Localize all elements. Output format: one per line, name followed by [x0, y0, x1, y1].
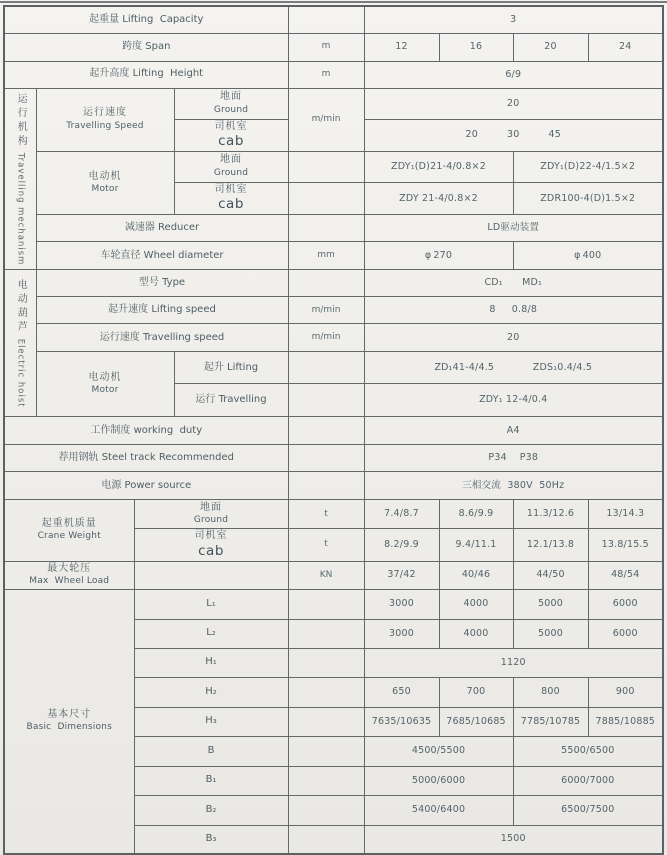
- section-travelling-mechanism: [4, 88, 36, 270]
- crane-weight-ground-value-3: 11.3/12.6: [513, 500, 588, 529]
- crane-weight-ground-sub: [134, 500, 288, 529]
- dim-l2-value-4: 6000: [588, 619, 663, 648]
- crane-weight-label: [4, 500, 134, 561]
- crane-weight-ground-sub-text: 地面: [200, 501, 222, 513]
- reducer-value: LD驱动装置: [364, 215, 663, 242]
- dim-b-unit: [288, 736, 364, 766]
- wheel-diameter-value-1: φ 270: [364, 242, 513, 270]
- dim-b1-value-2: 6000/7000: [513, 766, 663, 795]
- travel-motor-cab-unit: [288, 182, 364, 214]
- section-travelling-mechanism-text: Travelling mechanism: [15, 148, 26, 266]
- travel-motor-label-text: Motor: [91, 184, 119, 195]
- hoist-lifting-speed-value: 8 0.8/8: [364, 297, 663, 324]
- max-wheel-load-label-text: Max Wheel Load: [29, 576, 110, 587]
- power-source-value: 三相交流 380V 50Hz: [364, 472, 663, 500]
- dim-b3-sub: B₃: [134, 825, 288, 854]
- hoist-travelling-speed-label: 运行速度 Travelling speed: [36, 324, 288, 352]
- dim-h3-value-3: 7785/10785: [513, 707, 588, 736]
- max-wheel-load-label: [4, 561, 134, 589]
- dim-b-sub: B: [134, 736, 288, 766]
- dim-h3-value-4: 7885/10885: [588, 707, 663, 736]
- crane-weight-ground-value-4: 13/14.3: [588, 500, 663, 529]
- spec-table-body: [4, 6, 663, 854]
- working-duty-value: A4: [364, 417, 663, 445]
- dim-b-value-1: 4500/5500: [364, 736, 513, 766]
- max-wheel-load-sub: [134, 561, 288, 589]
- span-value-4: 24: [588, 33, 663, 61]
- travelling-speed-ground-sub: [174, 88, 288, 119]
- table-row: [4, 417, 663, 445]
- hoist-motor-lifting-sub: 起升 Lifting: [174, 352, 288, 384]
- travel-motor-ground-value-1: ZDY₁(D)21-4/0.8×2: [364, 151, 513, 182]
- dim-h3-sub: H₃: [134, 707, 288, 736]
- section-electric-hoist-text: Electric hoist: [15, 334, 26, 408]
- table-row: [4, 561, 663, 589]
- dim-l1-value-3: 5000: [513, 589, 588, 619]
- span-value-3: 20: [513, 33, 588, 61]
- dim-h2-value-4: 900: [588, 677, 663, 707]
- span-label: 跨度 Span: [4, 33, 288, 61]
- dim-h2-value-2: 700: [439, 677, 513, 707]
- table-row: [4, 445, 663, 472]
- dim-l1-unit: [288, 589, 364, 619]
- hoist-motor-label-text: 电动机: [88, 371, 122, 383]
- reducer-unit: [288, 215, 364, 242]
- travelling-speed-cab-sub: [174, 119, 288, 151]
- basic-dimensions-label-text: Basic Dimensions: [26, 722, 112, 733]
- span-value-2: 16: [439, 33, 513, 61]
- dim-h1-value: 1120: [364, 648, 663, 677]
- max-wheel-load-value-2: 40/46: [439, 561, 513, 589]
- hoist-lifting-speed-unit: m/min: [288, 297, 364, 324]
- dim-b2-sub: B₂: [134, 795, 288, 825]
- reducer-label: 减速器 Reducer: [36, 215, 288, 242]
- table-row: [4, 61, 663, 88]
- travelling-speed-cab-value: 20 30 45: [364, 119, 663, 151]
- table-row: [4, 215, 663, 242]
- travelling-speed-label-text: Travelling Speed: [66, 120, 144, 131]
- crane-weight-ground-value-2: 8.6/9.9: [439, 500, 513, 529]
- table-row: [4, 472, 663, 500]
- dim-l2-value-1: 3000: [364, 619, 439, 648]
- working-duty-unit: [288, 417, 364, 445]
- table-row: [4, 297, 663, 324]
- table-row: [4, 88, 663, 119]
- max-wheel-load-unit: KN: [288, 561, 364, 589]
- crane-weight-cab-sub-text: cab: [198, 542, 224, 559]
- dim-l2-value-2: 4000: [439, 619, 513, 648]
- steel-track-unit: [288, 445, 364, 472]
- dim-h3-value-2: 7685/10685: [439, 707, 513, 736]
- hoist-type-value: CD₁ MD₁: [364, 270, 663, 297]
- dim-l1-sub: L₁: [134, 589, 288, 619]
- basic-dimensions-label: [4, 589, 134, 854]
- hoist-travelling-speed-value: 20: [364, 324, 663, 352]
- max-wheel-load-value-4: 48/54: [588, 561, 663, 589]
- dim-l1-value-1: 3000: [364, 589, 439, 619]
- travel-motor-cab-sub-text: cab: [218, 196, 244, 213]
- max-wheel-load-value-1: 37/42: [364, 561, 439, 589]
- dim-h3-unit: [288, 707, 364, 736]
- page-edge-line: [0, 1, 667, 3]
- dim-b2-unit: [288, 795, 364, 825]
- wheel-diameter-value-2: φ 400: [513, 242, 663, 270]
- travel-motor-label-text: 电动机: [88, 170, 122, 182]
- max-wheel-load-label-text: 最大轮压: [47, 562, 92, 574]
- travel-motor-ground-sub: [174, 151, 288, 182]
- steel-track-value: P34 P38: [364, 445, 663, 472]
- lifting-height-value: 6/9: [364, 61, 663, 88]
- dim-b2-value-1: 5400/6400: [364, 795, 513, 825]
- travel-motor-ground-sub-text: Ground: [213, 167, 249, 178]
- dim-l2-unit: [288, 619, 364, 648]
- crane-spec-table: [3, 5, 664, 855]
- basic-dimensions-label-text: 基本尺寸: [47, 708, 92, 720]
- span-value-1: 12: [364, 33, 439, 61]
- hoist-motor-travelling-unit: [288, 384, 364, 417]
- dim-h2-value-1: 650: [364, 677, 439, 707]
- travel-motor-ground-sub-text: 地面: [220, 154, 242, 166]
- dim-l2-value-3: 5000: [513, 619, 588, 648]
- travelling-speed-cab-sub-text: cab: [218, 133, 244, 149]
- lifting-height-label: 起升高度 Lifting Height: [4, 61, 288, 88]
- hoist-motor-lifting-value: ZD₁41-4/4.5 ZDS₁0.4/4.5: [364, 352, 663, 384]
- dim-h2-unit: [288, 677, 364, 707]
- crane-weight-label-text: 起重机质量: [41, 517, 97, 529]
- travelling-speed-ground-sub-text: 地面: [220, 91, 242, 102]
- travelling-speed-unit: m/min: [288, 88, 364, 151]
- power-source-label: 电源 Power source: [4, 472, 288, 500]
- hoist-motor-label-text: Motor: [91, 385, 119, 396]
- crane-weight-cab-value-3: 12.1/13.8: [513, 529, 588, 561]
- travel-motor-cab-sub: [174, 182, 288, 214]
- dim-h2-sub: H₂: [134, 677, 288, 707]
- hoist-motor-lifting-unit: [288, 352, 364, 384]
- lifting-capacity-unit: [288, 6, 364, 33]
- dim-l2-sub: L₂: [134, 619, 288, 648]
- travelling-speed-label-text: 运行速度: [83, 107, 127, 119]
- travelling-speed-ground-value: 20: [364, 88, 663, 119]
- dim-h3-value-1: 7635/10635: [364, 707, 439, 736]
- lifting-capacity-label: 起重量 Lifting Capacity: [4, 6, 288, 33]
- crane-weight-cab-value-4: 13.8/15.5: [588, 529, 663, 561]
- travel-motor-label: [36, 151, 174, 214]
- steel-track-label: 荐用钢轨 Steel track Recommended: [4, 445, 288, 472]
- dim-b3-unit: [288, 825, 364, 854]
- span-unit: m: [288, 33, 364, 61]
- section-electric-hoist-text: 电动葫芦: [15, 278, 27, 335]
- section-travelling-mechanism-text: 运行机构: [15, 92, 27, 149]
- hoist-motor-travelling-sub: 运行 Travelling: [174, 384, 288, 417]
- crane-weight-cab-sub: [134, 529, 288, 561]
- travel-motor-cab-sub-text: 司机室: [214, 183, 248, 195]
- table-row: [4, 151, 663, 182]
- crane-weight-cab-value-1: 8.2/9.9: [364, 529, 439, 561]
- dim-l1-value-4: 6000: [588, 589, 663, 619]
- hoist-lifting-speed-label: 起升速度 Lifting speed: [36, 297, 288, 324]
- dim-h1-unit: [288, 648, 364, 677]
- travelling-speed-label: [36, 88, 174, 151]
- dim-b-value-2: 5500/6500: [513, 736, 663, 766]
- table-row: [4, 352, 663, 384]
- dim-l1-value-2: 4000: [439, 589, 513, 619]
- hoist-travelling-speed-unit: m/min: [288, 324, 364, 352]
- dim-b1-unit: [288, 766, 364, 795]
- table-row: [4, 324, 663, 352]
- travel-motor-cab-value-1: ZDY 21-4/0.8×2: [364, 182, 513, 214]
- wheel-diameter-label: 车轮直径 Wheel diameter: [36, 242, 288, 270]
- hoist-type-label: 型号 Type: [36, 270, 288, 297]
- table-row: [4, 270, 663, 297]
- travel-motor-cab-value-2: ZDR100-4(D)1.5×2: [513, 182, 663, 214]
- table-row: [4, 6, 663, 33]
- crane-weight-ground-value-1: 7.4/8.7: [364, 500, 439, 529]
- crane-weight-ground-unit: t: [288, 500, 364, 529]
- crane-weight-ground-sub-text: Ground: [193, 515, 229, 526]
- dim-b1-sub: B₁: [134, 766, 288, 795]
- max-wheel-load-value-3: 44/50: [513, 561, 588, 589]
- lifting-height-unit: m: [288, 61, 364, 88]
- table-row: [4, 242, 663, 270]
- dim-h2-value-3: 800: [513, 677, 588, 707]
- crane-weight-cab-sub-text: 司机室: [194, 530, 228, 542]
- dim-h1-sub: H₁: [134, 648, 288, 677]
- dim-b3-value: 1500: [364, 825, 663, 854]
- table-row: [4, 589, 663, 619]
- travelling-speed-ground-sub-text: Ground: [213, 104, 249, 115]
- crane-weight-cab-unit: t: [288, 529, 364, 561]
- crane-weight-label-text: Crane Weight: [37, 531, 101, 542]
- hoist-motor-label: [36, 352, 174, 417]
- lifting-capacity-value: 3: [364, 6, 663, 33]
- power-source-unit: [288, 472, 364, 500]
- travel-motor-ground-unit: [288, 151, 364, 182]
- crane-weight-cab-value-2: 9.4/11.1: [439, 529, 513, 561]
- hoist-motor-travelling-value: ZDY₁ 12-4/0.4: [364, 384, 663, 417]
- dim-b1-value-1: 5000/6000: [364, 766, 513, 795]
- working-duty-label: 工作制度 working duty: [4, 417, 288, 445]
- hoist-type-unit: [288, 270, 364, 297]
- wheel-diameter-unit: mm: [288, 242, 364, 270]
- travelling-speed-cab-sub-text: 司机室: [214, 120, 248, 132]
- table-row: [4, 500, 663, 529]
- travel-motor-ground-value-2: ZDY₁(D)22-4/1.5×2: [513, 151, 663, 182]
- table-row: [4, 33, 663, 61]
- dim-b2-value-2: 6500/7500: [513, 795, 663, 825]
- section-electric-hoist: [4, 270, 36, 417]
